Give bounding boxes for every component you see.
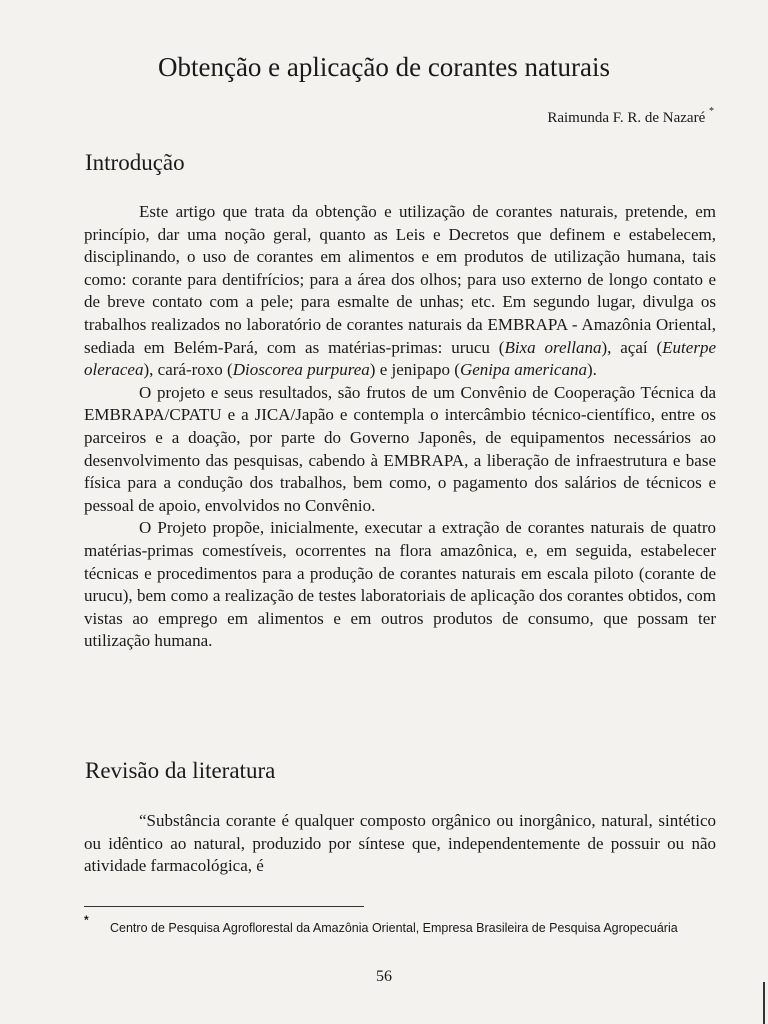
text-run: ) e jenipapo ( — [369, 360, 460, 380]
introducao-body — [84, 201, 716, 653]
section-heading-revisao: Revisão da literatura — [85, 758, 276, 783]
paragraph: “Substância corante é qualquer composto orgânico ou inorgânico, natural, sintético ou idêntico ao natural, produzido por síntese que, independentemente de possuir ou não atividade farmacológica, é — [84, 811, 716, 876]
species-name: Bixa orellana — [504, 337, 602, 357]
text-run: ). — [586, 360, 597, 380]
text-run: Este artigo que trata da obtenção e utilização de corantes naturais, pretende, em princípio, dar uma noção geral, quanto as Leis e Decretos que definem e estabelecem, disciplinando, o uso de corantes em alimentos e em produtos de utilização humana, tais como: corante para dentifrícios; para a área dos olhos; para uso externo de longo contato e de breve contato com a pele; para esmalte de unhas; etc. Em segundo lugar, divulga os trabalhos realizados no laboratório de corantes naturais da EMBRAPA - Amazônia Oriental, sediada em Belém-Pará, com as matérias-primas: urucu ( — [84, 202, 716, 357]
text-run: ), cará-roxo ( — [143, 360, 233, 380]
author-line — [547, 108, 714, 127]
article-title: Obtenção e aplicação de corantes naturais — [157, 52, 610, 82]
footnote-text: Centro de Pesquisa Agroflorestal da Amazônia Oriental, Empresa Brasileira de Pesquisa Agropecuária — [110, 921, 678, 935]
footnote-divider — [84, 906, 364, 907]
paragraph: O Projeto propõe, inicialmente, executar a extração de corantes naturais de quatro matérias-primas comestíveis, ocorrentes na flora amazônica, e, em seguida, estabelecer técnicas e procedimentos para a produção de corantes naturais em escala piloto (corante de urucu), bem como a realização de testes laboratoriais de aplicação dos corantes obtidos, com vistas ao emprego em alimentos e em outros produtos de consumo, que possam ter utilização humana. — [84, 518, 716, 651]
scan-edge-mark — [763, 982, 765, 1024]
paragraph — [84, 201, 716, 382]
page-number: 56 — [376, 968, 392, 985]
paragraph: O projeto e seus resultados, são frutos de um Convênio de Cooperação Técnica da EMBRAPA/CPATU e a JICA/Japão e contempla o intercâmbio técnico-científico, entre os parceiros e a doação, por parte do Governo Japonês, de equipamentos necessários ao desenvolvimento das pesquisas, cabendo à EMBRAPA, a liberação de infraestrutura e base física para a condução dos trabalhos, bem como, o pagamento dos salários de técnicos e pessoal de apoio, envolvidos no Convênio. — [84, 382, 716, 515]
species-name: Euterpe oleracea — [84, 337, 716, 380]
species-name: Dioscorea purpurea — [232, 360, 370, 380]
author-name: Raimunda F. R. de Nazaré — [547, 110, 706, 126]
species-name: Genipa americana — [459, 360, 587, 380]
author-footnote-marker: * — [709, 106, 714, 117]
text-run: ), açaí ( — [601, 337, 663, 357]
revisao-body — [84, 810, 716, 878]
footnote-marker: * — [84, 913, 89, 927]
section-heading-introducao: Introdução — [85, 150, 185, 175]
